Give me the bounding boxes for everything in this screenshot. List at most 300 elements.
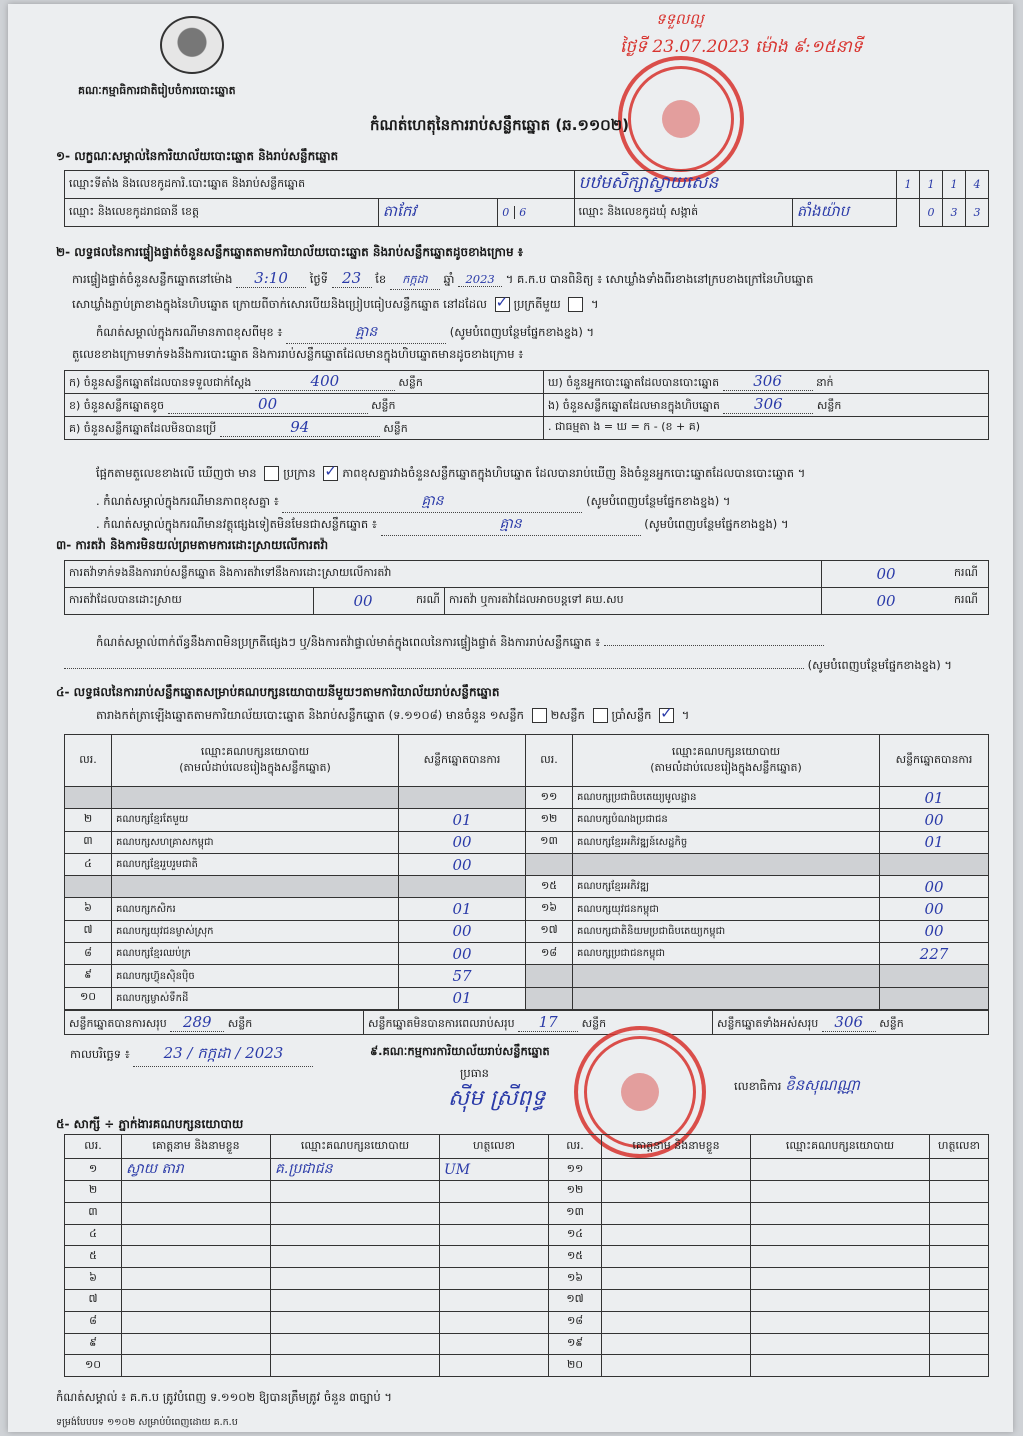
party-votes-right: 00: [880, 809, 989, 831]
party-votes-left: 01: [399, 898, 526, 920]
witness-row: [65, 1181, 989, 1203]
party-name-right: គណបក្សជាតិនិយមប្រជាធិបតេយ្យកម្ពុជា: [573, 920, 880, 942]
tally-many-checkbox[interactable]: [659, 708, 674, 723]
witness-no-left: ២: [65, 1181, 122, 1203]
witness-sign-left: UM: [440, 1159, 549, 1181]
witness-sign-right: [930, 1246, 989, 1268]
unit-a: សន្លឹក: [398, 376, 423, 389]
unused-ballots-value: 94: [220, 418, 380, 437]
discrepancy-yes-checkbox[interactable]: [323, 466, 338, 481]
col-party-right-sub: (តាមលំដាប់លេខរៀងក្នុងសន្លឹកឆ្នោត): [650, 760, 802, 774]
party-no-left: [65, 876, 112, 898]
tally-many-label: ប្រាំសន្លឹក: [611, 708, 652, 722]
witness-no-right: ១២: [549, 1181, 602, 1203]
party-name-left: គណបក្សកសិករ: [112, 898, 399, 920]
irregularity-note: [96, 635, 986, 652]
witness-sign-left: [440, 1246, 549, 1268]
party-name-right: គណបក្សប្រជាធិបតេយ្យមូលដ្ឋាន: [573, 787, 880, 809]
received-date: ថ្ងៃទី 23.07.2023 ម៉ោង ៩:១៥នាទី: [620, 37, 863, 57]
total-all-label: សន្លឹកឆ្នោតទាំងអស់សរុប: [717, 1016, 819, 1030]
unit-d: នាក់: [816, 376, 834, 389]
section5-heading: ៥- សាក្សី ÷ ភ្នាក់ងារគណបក្សនយោបាយ: [56, 1117, 244, 1131]
witness-party-right: [751, 1181, 930, 1203]
escalated-label: ការតវ៉ា ឬការតវ៉ាដែលអាចបន្តទៅ គឃ.សប: [445, 588, 822, 615]
w-col-party-right: ឈ្មោះគណបក្សនយោបាយ: [751, 1135, 930, 1159]
witness-no-right: ១៣: [549, 1202, 602, 1224]
witness-name-right: [602, 1159, 751, 1181]
witness-no-right: ១៧: [549, 1289, 602, 1311]
received-ballots-value: 400: [255, 372, 395, 391]
party-votes-left: 00: [399, 943, 526, 965]
witness-no-left: ៥: [65, 1246, 122, 1268]
witness-row: [65, 1202, 989, 1224]
party-results-table: [64, 734, 989, 1010]
witness-sign-right: [930, 1311, 989, 1333]
party-votes-right: 227: [880, 943, 989, 965]
party-votes-right: [880, 987, 989, 1009]
total-all-unit: សន្លឹក: [879, 1016, 904, 1030]
witness-sign-right: [930, 1159, 989, 1181]
party-no-right: ១១: [526, 787, 573, 809]
party-name-left: [112, 876, 399, 898]
received-ballots-label: ក) ចំនួនសន្លឹកឆ្នោតដែលបានទទួលជាក់ស្តែង: [69, 376, 252, 389]
w-col-party-left: ឈ្មោះគណបក្សនយោបាយ: [271, 1135, 440, 1159]
location-code-3: 1: [943, 171, 966, 199]
col-party-left-title: ឈ្មោះគណបក្សនយោបាយ: [200, 744, 310, 758]
ballots-in-box-value: 306: [723, 395, 813, 414]
verification-time-label: ការផ្ទៀងផ្ទាត់ចំនួនសន្លឹកឆ្នោតនៅម៉ោង: [72, 272, 233, 286]
irregularity-label: កំណត់សម្គាល់ពាក់ព័ន្ធនឹងភាពមិនប្រក្រតីផ្សេងៗ ឬ/និងការតវ៉ាផ្ទាល់មាត់ក្នុងពេលនៃការផ្ទៀងផ្ទាត់ និងការរាប់សន្លឹកឆ្នោត ៖: [96, 635, 601, 649]
irregularity-suffix: (សូមបំពេញបន្ថែមផ្នែកខាងខ្នង) ។: [807, 658, 952, 672]
witness-party-left: [271, 1181, 440, 1203]
witness-sign-left: [440, 1268, 549, 1290]
w-col-no-right: លរ.: [549, 1135, 602, 1159]
witness-row: [65, 1246, 989, 1268]
tally-sheet-line: តារាងកត់ត្រាឡើងឆ្នោតតាមការិយាល័យបោះឆ្នោត និងរាប់សន្លឹកឆ្នោត (ទ.១១០៨) មានចំនួន ១សន្លឹក ២សន្លឹក ប្រាំសន្លឹក ✓ ។: [96, 708, 689, 725]
location-table: [64, 170, 989, 227]
party-votes-left: 00: [399, 920, 526, 942]
province-code-2: 6: [519, 206, 527, 219]
party-no-left: [65, 787, 112, 809]
foreign-object-label: . កំណត់សម្គាល់ក្នុងករណីមានវត្ថុផ្សេងទៀតមិនមែនជាសន្លឹកឆ្នោត ៖: [96, 517, 377, 531]
witness-name-left: [122, 1333, 271, 1355]
total-valid-unit: សន្លឹក: [227, 1016, 253, 1030]
total-valid-value: 289: [170, 1013, 224, 1032]
seal-other-checkbox[interactable]: [568, 297, 583, 312]
party-votes-right: 00: [880, 876, 989, 898]
complaint-unit-2: ករណី: [412, 588, 445, 615]
secretary-value: ខិនសុណណ្ណា: [785, 1076, 860, 1094]
party-name-right: គណបក្សខ្មែរអភិវឌ្ឍន៍សេដ្ឋកិច្ច: [573, 831, 880, 853]
party-no-right: ១២: [526, 809, 573, 831]
witness-party-right: [751, 1289, 930, 1311]
party-name-left: គណបក្សខ្មែរឈប់ក្រ: [112, 943, 399, 965]
witness-party-left: [271, 1202, 440, 1224]
witness-row: [65, 1159, 989, 1181]
col-no-right: លរ.: [526, 735, 573, 787]
commune-code-3: 3: [966, 199, 989, 227]
witness-party-left: [271, 1311, 440, 1333]
witness-name-left: [122, 1246, 271, 1268]
section1-heading: ១- លក្ខណៈសម្គាល់នៃការិយាល័យបោះឆ្នោត និងរាប់សន្លឹកឆ្នោត: [56, 149, 339, 163]
party-no-right: [526, 987, 573, 1009]
difference-note-label: . កំណត់សម្គាល់ក្នុងករណីមានភាពខុសគ្នា ៖: [96, 494, 279, 508]
discrepancy-none-label: ប្រក្រាន: [283, 466, 316, 480]
witness-party-right: [751, 1268, 930, 1290]
witness-party-right: [751, 1202, 930, 1224]
seal-note-line: [96, 322, 594, 344]
witness-no-right: ១៩: [549, 1333, 602, 1355]
witness-name-left: [122, 1289, 271, 1311]
unused-ballots-label: គ) ចំនួនសន្លឹកឆ្នោតដែលមិនបានប្រើ: [69, 422, 217, 435]
witness-row: [65, 1289, 989, 1311]
section3-heading: ៣- ការតវ៉ា និងការមិនយល់ព្រមតាមការដោះស្រាយលើការតវ៉ា: [56, 538, 329, 552]
unit-c: សន្លឹក: [383, 422, 408, 435]
party-votes-left: 00: [399, 853, 526, 875]
ballots-in-box-label: ង) ចំនួនសន្លឹកឆ្នោតដែលមានក្នុងហិបឆ្នោត: [548, 399, 720, 412]
discrepancy-none-checkbox[interactable]: [264, 466, 279, 481]
witness-party-right: [751, 1333, 930, 1355]
count-formula: . ជាធម្មតា ង = ឃ = ក - (ខ + គ): [544, 417, 989, 440]
date-value: 23 / កក្កដា / 2023: [133, 1044, 313, 1067]
voters-value: 306: [723, 372, 813, 391]
witness-name-left: [122, 1355, 271, 1377]
witness-sign-left: [440, 1333, 549, 1355]
resolved-label: ការតវ៉ាដែលបានដោះស្រាយ: [65, 588, 314, 615]
province-label: ឈ្មោះ និងលេខកូដរាជធានី ខេត្ត: [65, 199, 379, 227]
committee-label: ៩.គណៈកម្មការការិយាល័យរាប់សន្លឹកឆ្នោត: [370, 1044, 550, 1058]
form-page: [8, 4, 1013, 1432]
party-row: [65, 853, 989, 875]
party-votes-right: 00: [880, 898, 989, 920]
party-name-left: គណបក្សខ្មែររួបរួមជាតិ: [112, 853, 399, 875]
complaint-count-label: ការតវ៉ាទាក់ទងនឹងការរាប់សន្លឹកឆ្នោត និងការតវ៉ាទៅនឹងការដោះស្រាយលើការតវ៉ា: [65, 561, 822, 588]
party-no-left: ៦: [65, 898, 112, 920]
party-name-left: គណបក្សម្ចាស់ទឹកដី: [112, 987, 399, 1009]
month-label: ខែ: [375, 272, 387, 286]
total-all-value: 306: [822, 1013, 876, 1032]
verification-month: កក្កដា: [390, 272, 440, 290]
party-row: [65, 809, 989, 831]
witness-party-right: [751, 1311, 930, 1333]
w-col-name-left: គោត្តនាម និងនាមខ្លួន: [122, 1135, 271, 1159]
party-row: [65, 831, 989, 853]
total-invalid-label: សន្លឹកឆ្នោតមិនបានការពេលរាប់សរុប: [368, 1016, 515, 1030]
party-name-right: គណបក្សខ្មែរអភិវឌ្ឍ: [573, 876, 880, 898]
party-row: [65, 920, 989, 942]
commune-label: ឈ្មោះ និងលេខកូដឃុំ សង្កាត់: [574, 199, 792, 227]
witness-party-left: [271, 1355, 440, 1377]
witness-party-left: [271, 1246, 440, 1268]
party-name-right: គណបក្សយុវជនកម្ពុជា: [573, 898, 880, 920]
location-code-1: 1: [897, 171, 920, 199]
party-votes-left: 01: [399, 809, 526, 831]
footer-form: ទម្រង់បែបបទ ១១០២ សម្រាប់បំពេញដោយ គ.ក.ប: [56, 1417, 238, 1428]
witness-sign-right: [930, 1333, 989, 1355]
party-name-right: [573, 853, 880, 875]
witness-row: [65, 1268, 989, 1290]
footer-note: កំណត់សម្គាល់ ៖ គ.ក.ប ត្រូវបំពេញ ទ.១១០២ ឱ្យបានត្រឹមត្រូវ ចំនួន ៣ច្បាប់ ។: [56, 1390, 392, 1404]
voters-label: ឃ) ចំនួនអ្នកបោះឆ្នោតដែលបានបោះឆ្នោត: [548, 376, 720, 389]
witness-name-right: [602, 1224, 751, 1246]
seal-note-suffix: (សូមបំពេញបន្ថែមផ្នែកខាងខ្នង) ។: [449, 325, 595, 339]
commune-code-1: 0: [920, 199, 943, 227]
col-party-left-sub: (តាមលំដាប់លេខរៀងក្នុងសន្លឹកឆ្នោត): [179, 760, 331, 774]
verification-statement: ។ គ.ក.ប បានពិនិត្យ ៖ សោឃ្លាំងទាំងពីរខាងនៅក្របខាងក្រៅនៃហិបឆ្នោត: [505, 272, 814, 286]
form-title: កំណត់ហេតុនៃការរាប់សន្លឹកឆ្នោត (ឆ.១១០២): [370, 116, 630, 134]
date-label: កាលបរិច្ឆេទ ៖: [70, 1047, 130, 1061]
verification-day: 23: [332, 269, 372, 288]
spoiled-ballots-label: ខ) ចំនួនសន្លឹកឆ្នោតខូច: [69, 399, 165, 412]
witness-no-right: ១៤: [549, 1224, 602, 1246]
w-col-sign-left: ហត្ថលេខា: [440, 1135, 549, 1159]
witness-sign-left: [440, 1202, 549, 1224]
party-votes-right: 01: [880, 831, 989, 853]
unit-b: សន្លឹក: [371, 399, 396, 412]
col-party-right: [573, 735, 880, 787]
official-stamp-top: [618, 56, 744, 182]
witness-name-right: [602, 1268, 751, 1290]
party-no-left: ២: [65, 809, 112, 831]
count-intro: តួលេខខាងក្រោមទាក់ទងនឹងការបោះឆ្នោត និងការរាប់សន្លឹកឆ្នោតដែលមានក្នុងហិបឆ្នោតមានដូចខាងក្រោម ៖: [72, 347, 524, 361]
witness-party-left: គ.ប្រជាជន: [271, 1159, 440, 1181]
party-no-right: [526, 853, 573, 875]
witness-table: [64, 1134, 989, 1377]
witness-name-right: [602, 1181, 751, 1203]
secretary-label: លេខាធិការ: [734, 1079, 782, 1093]
chair-label: ប្រធាន: [460, 1066, 489, 1080]
seal-line: សោឃ្លាំងភ្ជាប់ត្រាខាងក្នុងនៃហិបឆ្នោត ក្រោយពីចាក់សោរបើយនិងប្រៀបធៀបសន្លឹកឆ្នោត នៅដដែល ✓ ប្រក្រតីមួយ ។: [72, 297, 992, 314]
total-invalid-value: 17: [518, 1013, 578, 1032]
party-no-right: ១៥: [526, 876, 573, 898]
witness-no-left: ៨: [65, 1311, 122, 1333]
w-col-sign-right: ហត្ថលេខា: [930, 1135, 989, 1159]
party-row: [65, 987, 989, 1009]
witness-party-left: [271, 1268, 440, 1290]
witness-no-left: ៦: [65, 1268, 122, 1290]
totals-table: [64, 1010, 989, 1035]
discrepancy-line: [96, 466, 996, 483]
party-votes-right: 01: [880, 787, 989, 809]
witness-no-right: ២០: [549, 1355, 602, 1377]
seal-note-label: កំណត់សម្គាល់ក្នុងករណីមានភាពខុសពីមុខ ៖: [96, 325, 283, 339]
witness-name-left: ស្វាយ តារា: [122, 1159, 271, 1181]
party-no-left: ៨: [65, 943, 112, 965]
witness-party-right: [751, 1159, 930, 1181]
complaint-count-value: 00: [822, 561, 951, 588]
province-code-1: 0: [498, 206, 515, 219]
spoiled-ballots-value: 00: [168, 395, 368, 414]
difference-note: [96, 491, 730, 513]
witness-name-left: [122, 1202, 271, 1224]
witness-no-left: ៣: [65, 1202, 122, 1224]
total-invalid-unit: សន្លឹក: [581, 1016, 607, 1030]
witness-sign-left: [440, 1181, 549, 1203]
party-no-right: ១៦: [526, 898, 573, 920]
commune-code-2: 3: [943, 199, 966, 227]
seal-note-value: គ្មាន: [286, 322, 446, 344]
foreign-object-value: គ្មាន: [381, 514, 641, 536]
party-no-right: ១៧: [526, 920, 573, 942]
party-votes-right: 00: [880, 920, 989, 942]
tally-one-checkbox[interactable]: [532, 708, 547, 723]
chair-signature: ស៊ីម ស្រីពុទ្ធ: [448, 1086, 546, 1111]
seal-normal-label: ប្រក្រតីមួយ: [513, 297, 561, 311]
irregularity-note-cont: [64, 658, 994, 675]
day-label: ថ្ងៃទី: [309, 272, 328, 286]
location-name: បឋមសិក្សាស្វាយសេន: [574, 171, 896, 199]
party-no-left: ១០: [65, 987, 112, 1009]
witness-sign-left: [440, 1224, 549, 1246]
witness-no-right: ១៨: [549, 1311, 602, 1333]
col-no-left: លរ.: [65, 735, 112, 787]
witness-party-right: [751, 1246, 930, 1268]
party-name-left: [112, 787, 399, 809]
witness-sign-right: [930, 1355, 989, 1377]
party-votes-left: [399, 876, 526, 898]
verification-year: 2023: [458, 272, 502, 287]
witness-sign-left: [440, 1311, 549, 1333]
witness-name-right: [602, 1311, 751, 1333]
witness-no-left: ៩: [65, 1333, 122, 1355]
commune-name: តាំងយ៉ាប: [792, 199, 896, 227]
date-line: [70, 1044, 313, 1067]
party-row: [65, 943, 989, 965]
location-code-2: 1: [920, 171, 943, 199]
witness-no-right: ១៥: [549, 1246, 602, 1268]
witness-sign-left: [440, 1289, 549, 1311]
party-no-right: ១៣: [526, 831, 573, 853]
party-name-left: គណបក្សហ៊្វុនស៊ិនប៉ិច: [112, 965, 399, 987]
party-name-right: [573, 965, 880, 987]
party-name-right: គណបក្សប្រជាជនកម្ពុជា: [573, 943, 880, 965]
discrepancy-label: ផ្អែកតាមតួលេខខាងលើ ឃើញថា មាន: [96, 466, 257, 480]
difference-note-suffix: (សូមបំពេញបន្ថែមផ្នែកខាងខ្នង) ។: [586, 494, 731, 508]
nec-logo: [160, 16, 224, 74]
foreign-object-note: [96, 514, 789, 536]
col-votes-right: សន្លឹកឆ្នោតបានការ: [880, 735, 989, 787]
col-votes-left: សន្លឹកឆ្នោតបានការ: [399, 735, 526, 787]
party-no-left: ៧: [65, 920, 112, 942]
org-name: គណៈកម្មាធិការជាតិរៀបចំការបោះឆ្នោត: [78, 84, 236, 97]
witness-name-left: [122, 1268, 271, 1290]
witness-party-left: [271, 1333, 440, 1355]
tally-two-label: ២សន្លឹក: [550, 708, 585, 722]
party-votes-right: [880, 853, 989, 875]
witness-sign-right: [930, 1224, 989, 1246]
witness-no-right: ១៦: [549, 1268, 602, 1290]
verification-time: 3:10: [236, 269, 306, 288]
party-name-left: គណបក្សខ្មែរតែមួយ: [112, 809, 399, 831]
party-name-left: គណបក្សសហគ្រាសកម្ពុជា: [112, 831, 399, 853]
witness-name-right: [602, 1246, 751, 1268]
secretary-line: [734, 1076, 860, 1098]
party-no-left: ៩: [65, 965, 112, 987]
col-party-right-title: ឈ្មោះគណបក្សនយោបាយ: [671, 744, 781, 758]
witness-name-right: [602, 1333, 751, 1355]
witness-party-right: [751, 1355, 930, 1377]
witness-no-left: ៤: [65, 1224, 122, 1246]
party-row: [65, 876, 989, 898]
section4-heading: ៤- លទ្ធផលនៃការរាប់សន្លឹកឆ្នោតសម្រាប់គណបក្សនយោបាយនីមួយៗតាមការិយាល័យរាប់សន្លឹកឆ្នោត: [56, 685, 500, 699]
party-votes-left: [399, 787, 526, 809]
resolved-value: 00: [314, 588, 413, 615]
difference-note-value: គ្មាន: [282, 491, 582, 513]
witness-party-left: [271, 1289, 440, 1311]
year-label: ឆ្នាំ: [443, 272, 455, 286]
witness-no-left: ១០: [65, 1355, 122, 1377]
witness-name-right: [602, 1289, 751, 1311]
witness-row: [65, 1355, 989, 1377]
verification-line: [72, 269, 1002, 290]
province-name: តាកែវ: [378, 199, 497, 227]
witness-name-right: [602, 1202, 751, 1224]
witness-name-left: [122, 1311, 271, 1333]
section2-heading: ២- លទ្ធផលនៃការផ្ទៀងផ្ទាត់ចំនួនសន្លឹកឆ្នោតតាមការិយាល័យបោះឆ្នោត និងរាប់សន្លឹកឆ្នោតដូចខាងក្រោម ៖: [56, 245, 524, 259]
witness-no-right: ១១: [549, 1159, 602, 1181]
party-name-right: គណបក្សបំណងប្រជាជន: [573, 809, 880, 831]
party-no-right: [526, 965, 573, 987]
party-row: [65, 787, 989, 809]
witness-sign-right: [930, 1202, 989, 1224]
witness-row: [65, 1311, 989, 1333]
party-name-right: [573, 987, 880, 1009]
witness-no-left: ១: [65, 1159, 122, 1181]
witness-party-right: [751, 1224, 930, 1246]
party-votes-left: 00: [399, 831, 526, 853]
witness-row: [65, 1333, 989, 1355]
witness-rows: [65, 1159, 989, 1377]
party-votes-left: 57: [399, 965, 526, 987]
party-row: [65, 965, 989, 987]
party-row: [65, 898, 989, 920]
complaint-unit-1: ករណី: [950, 561, 989, 588]
complaints-table: [64, 560, 989, 615]
col-party-left: [112, 735, 399, 787]
location-code-4: 4: [966, 171, 989, 199]
witness-sign-right: [930, 1268, 989, 1290]
witness-no-left: ៧: [65, 1289, 122, 1311]
witness-name-left: [122, 1181, 271, 1203]
received-note: ទទួលល្អ: [656, 10, 704, 28]
seal-statement: សោឃ្លាំងភ្ជាប់ត្រាខាងក្នុងនៃហិបឆ្នោត ក្រោយពីចាក់សោរបើយនិងប្រៀបធៀបសន្លឹកឆ្នោត នៅដដែល: [72, 297, 487, 311]
w-col-name-right: គោត្តនាម និងនាមខ្លួន: [602, 1135, 751, 1159]
foreign-object-suffix: (សូមបំពេញបន្ថែមផ្នែកខាងខ្នង) ។: [644, 517, 789, 531]
witness-sign-right: [930, 1181, 989, 1203]
witness-sign-right: [930, 1289, 989, 1311]
total-valid-label: សន្លឹកឆ្នោតបានការសរុប: [69, 1016, 167, 1030]
escalated-value: 00: [822, 588, 951, 615]
tally-sheet-label: តារាងកត់ត្រាឡើងឆ្នោតតាមការិយាល័យបោះឆ្នោត និងរាប់សន្លឹកឆ្នោត (ទ.១១០៨) មានចំនួន ១សន្លឹក: [96, 708, 524, 722]
witness-name-right: [602, 1355, 751, 1377]
party-no-left: ៤: [65, 853, 112, 875]
unit-e: សន្លឹក: [816, 399, 842, 412]
location-label: ឈ្មោះទីតាំង និងលេខកូដការិ.បោះឆ្នោត និងរាប់សន្លឹកឆ្នោត: [65, 171, 575, 199]
ballot-count-table: [64, 370, 989, 440]
party-votes-right: [880, 965, 989, 987]
party-no-right: ១៨: [526, 943, 573, 965]
witness-name-left: [122, 1224, 271, 1246]
party-no-left: ៣: [65, 831, 112, 853]
party-votes-left: 01: [399, 987, 526, 1009]
witness-party-left: [271, 1224, 440, 1246]
witness-row: [65, 1224, 989, 1246]
discrepancy-yes-label: ភាពខុសគ្នារវាងចំនួនសន្លឹកឆ្នោតក្នុងហិបឆ្នោត ដែលបានរាប់ឃើញ និងចំនួនអ្នកបោះឆ្នោតដែលបានបោះឆ្នោត ។: [342, 466, 806, 480]
complaint-unit-3: ករណី: [950, 588, 989, 615]
w-col-no-left: លរ.: [65, 1135, 122, 1159]
tally-two-checkbox[interactable]: [593, 708, 608, 723]
seal-normal-checkbox[interactable]: [495, 297, 510, 312]
